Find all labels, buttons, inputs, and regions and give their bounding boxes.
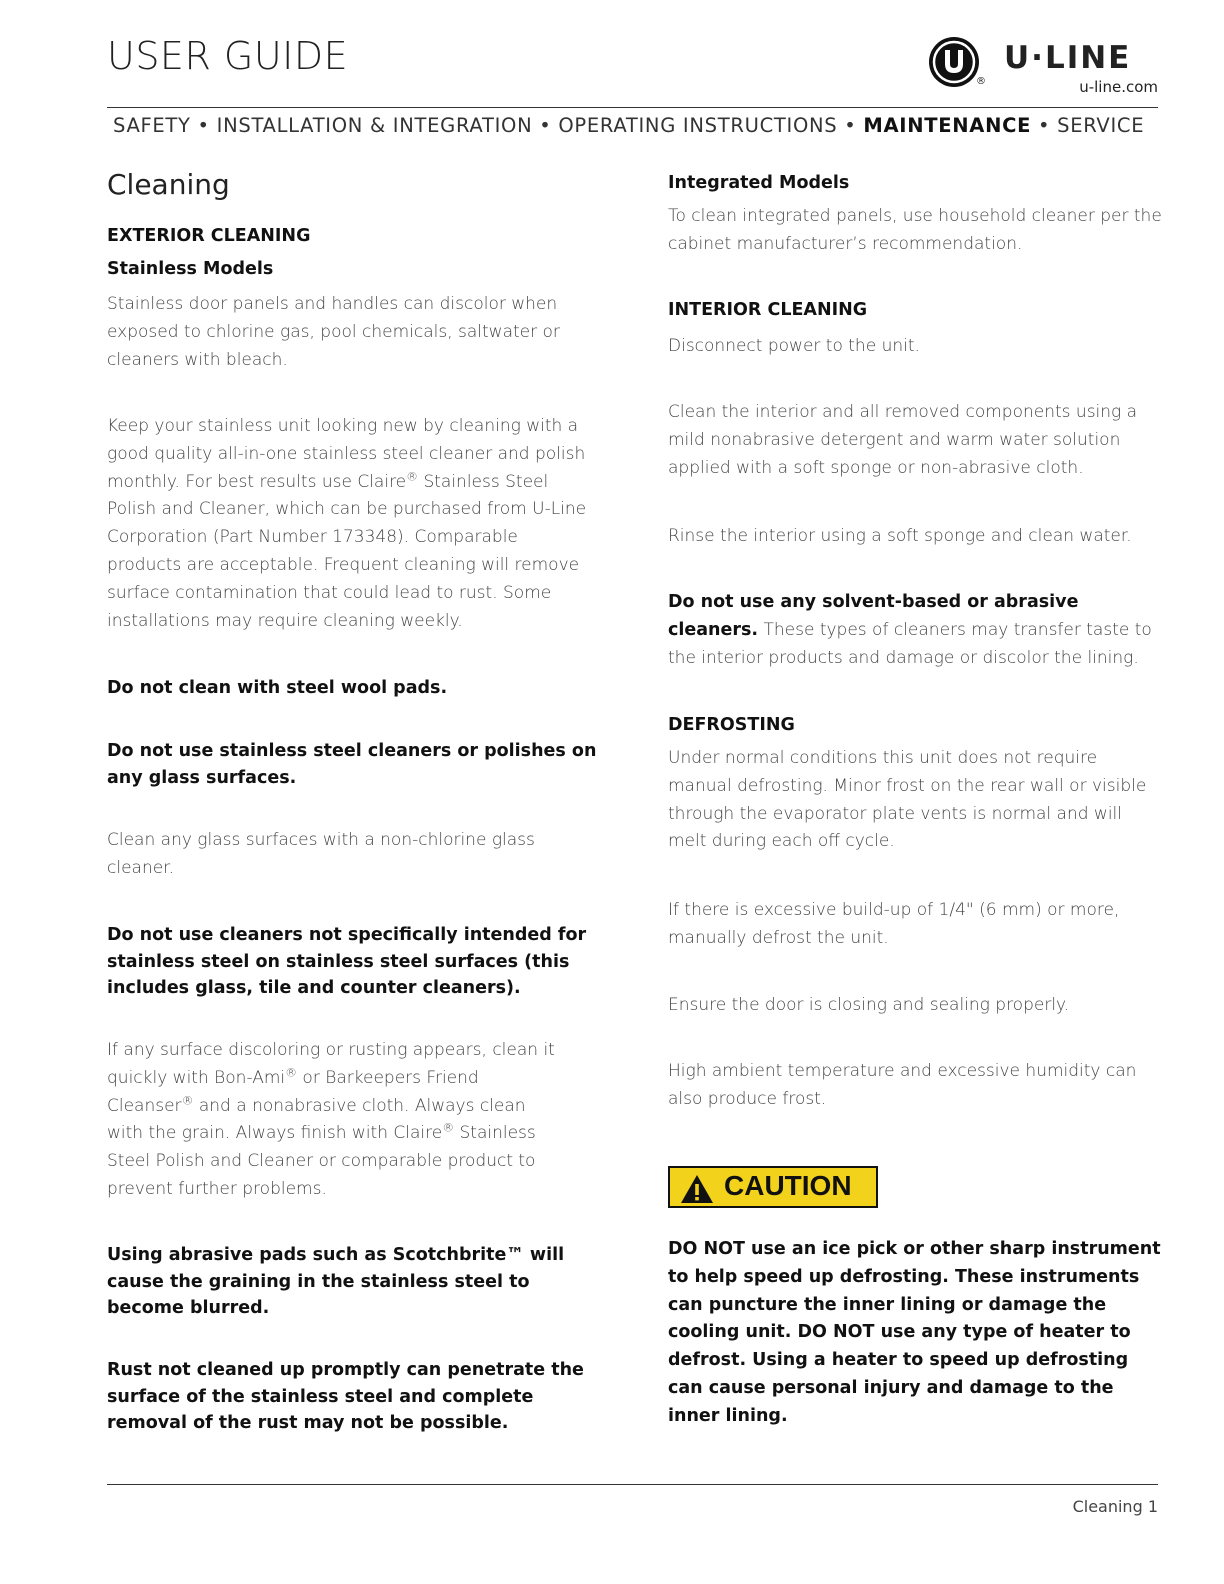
caution-word: CAUTION [724, 1170, 852, 1201]
nav-item-safety: SAFETY [113, 114, 191, 137]
nav-separator: • [837, 114, 864, 137]
registered-mark: ® [976, 76, 986, 87]
stainless-discolor-paragraph: Stainless door panels and handles can discolor when exposed to chlorine gas, pool chemicals, saltwater or cleaners with bleach. [107, 294, 560, 370]
integrated-models-heading: Integrated Models [668, 173, 850, 193]
caution-label [668, 1166, 878, 1208]
warning-glass-surfaces: Do not use stainless steel cleaners or polishes on any glass surfaces. [107, 741, 597, 788]
disconnect-power-paragraph: Disconnect power to the unit. [668, 336, 920, 356]
section-breadcrumb [113, 114, 1144, 137]
page-footer-label: Cleaning 1 [1072, 1497, 1158, 1516]
footer-divider [107, 1484, 1158, 1485]
rinse-interior-paragraph: Rinse the interior using a soft sponge and clean water. [668, 526, 1132, 546]
solvent-warning-paragraph: Do not use any solvent-based or abrasive cleaners. These types of cleaners may transfer taste to the interior products and damage or discolor the lining. [668, 592, 1152, 668]
defrost-normal-paragraph: Under normal conditions this unit does not require manual defrosting. Minor frost on the rear wall or visible through the evaporator plate vents is normal and will melt during each off cycle. [668, 748, 1147, 852]
section-title: Cleaning [107, 168, 230, 201]
stainless-models-heading: Stainless Models [107, 259, 274, 279]
warning-non-stainless-cleaners: Do not use cleaners not specifically intended for stainless steel on stainless steel surfaces (this includes glass, tile and counter cleaners). [107, 925, 587, 998]
nav-item-service: SERVICE [1057, 114, 1145, 137]
brand-wordmark: U·LINE [1004, 40, 1132, 76]
warning-rust-penetration: Rust not cleaned up promptly can penetrate the surface of the stainless steel and complete removal of the rust may not be possible. [107, 1360, 584, 1433]
warning-triangle-icon [680, 1174, 714, 1204]
u-line-logo-icon [928, 36, 980, 88]
rust-removal-paragraph: If any surface discoloring or rusting appears, clean it quickly with Bon-Ami® or Barkeepers Friend Cleanser® and a nonabrasive cloth. Always clean with the grain. Always finish with Claire® Stainless Steel Polish and Cleaner or comparable product to prevent further problems. [107, 1040, 555, 1199]
caution-text: DO NOT use an ice pick or other sharp instrument to help speed up defrosting. These instruments can puncture the inner lining or damage the cooling unit. DO NOT use any type of heater to defrost. Using a heater to speed up defrosting can cause personal injury and damage to the inner lining. [668, 1239, 1161, 1426]
header-divider [107, 107, 1158, 108]
nav-item-operating: OPERATING INSTRUCTIONS [558, 114, 838, 137]
nav-item-maintenance-active: MAINTENANCE [863, 114, 1032, 137]
stainless-care-paragraph: Keep your stainless unit looking new by cleaning with a good quality all-in-one stainless steel cleaner and polish monthly. For best results use Claire® Stainless Steel Polish and Cleaner, which can be purchased from U-Line Corporation (Part Number 173348). Comparable products are acceptable. Frequent cleaning will remove surface contamination that could lead to rust. Some installations may require cleaning weekly. [107, 416, 587, 631]
excessive-buildup-paragraph: If there is excessive build-up of 1/4" (6 mm) or more, manually defrost the unit. [668, 900, 1120, 948]
warning-abrasive-pads: Using abrasive pads such as Scotchbrite™ will cause the graining in the stainless steel to become blurred. [107, 1245, 565, 1318]
nav-separator: • [1031, 114, 1058, 137]
interior-detergent-paragraph: Clean the interior and all removed components using a mild nonabrasive detergent and warm water solution applied with a soft sponge or non-abrasive cloth. [668, 402, 1138, 478]
nav-separator: • [532, 114, 559, 137]
nav-item-installation: INSTALLATION & INTEGRATION [216, 114, 533, 137]
warning-steel-wool: Do not clean with steel wool pads. [107, 678, 448, 698]
document-title: USER GUIDE [107, 34, 349, 78]
humidity-frost-paragraph: High ambient temperature and excessive humidity can also produce frost. [668, 1061, 1137, 1109]
nav-separator: • [190, 114, 217, 137]
interior-cleaning-heading: INTERIOR CLEANING [668, 300, 868, 320]
defrosting-heading: DEFROSTING [668, 715, 795, 735]
integrated-panels-paragraph: To clean integrated panels, use household cleaner per the cabinet manufacturer’s recommendation. [668, 206, 1162, 254]
brand-logo [928, 34, 1168, 98]
exterior-cleaning-heading: EXTERIOR CLEANING [107, 226, 311, 246]
brand-url[interactable]: u-line.com [1079, 78, 1158, 96]
glass-cleaning-paragraph: Clean any glass surfaces with a non-chlorine glass cleaner. [107, 830, 535, 878]
door-sealing-paragraph: Ensure the door is closing and sealing properly. [668, 995, 1070, 1015]
